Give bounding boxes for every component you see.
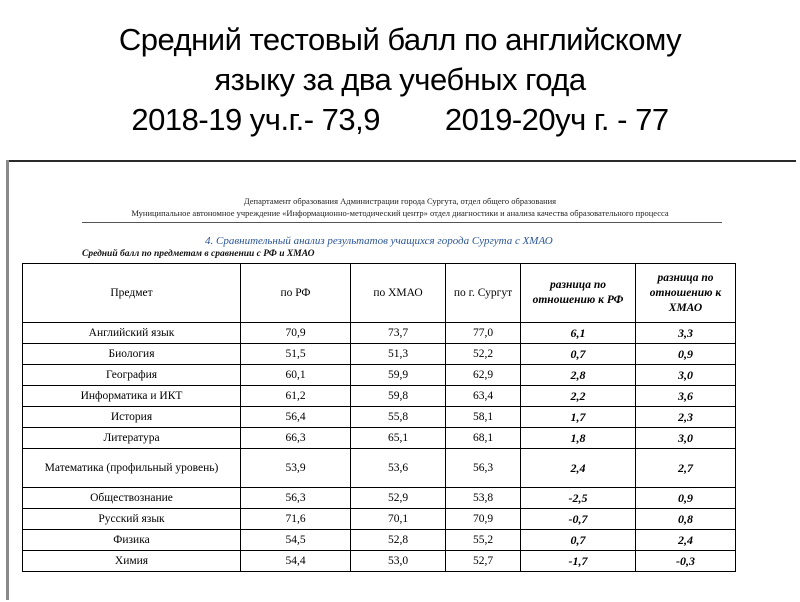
cell-diff-khmao: 2,7 — [636, 449, 736, 488]
cell-russia: 54,5 — [241, 530, 351, 551]
cell-diff-russia: 2,8 — [521, 365, 636, 386]
table-row — [23, 530, 736, 551]
cell-subject: Литература — [23, 428, 241, 449]
document-header-line-1: Департамент образования Администрации города Сургута, отдел общего образования — [243, 196, 557, 206]
cell-russia: 53,9 — [241, 449, 351, 488]
slide-title-line-3: 2018-19 уч.г.- 73,9 2019-20уч г. - 77 — [131, 102, 669, 137]
cell-surgut: 55,2 — [446, 530, 521, 551]
cell-subject: История — [23, 407, 241, 428]
table-row — [23, 428, 736, 449]
cell-russia: 61,2 — [241, 386, 351, 407]
cell-diff-khmao: 0,9 — [636, 344, 736, 365]
cell-surgut: 53,8 — [446, 488, 521, 509]
header-diff-russia: разница по отношению к РФ — [521, 264, 636, 323]
cell-diff-khmao: 3,0 — [636, 428, 736, 449]
header-russia: по РФ — [241, 264, 351, 323]
table-row — [23, 488, 736, 509]
table-header-row — [23, 264, 736, 323]
cell-surgut: 63,4 — [446, 386, 521, 407]
cell-subject: Английский язык — [23, 323, 241, 344]
slide-title-line-2: языку за два учебных года — [214, 62, 586, 97]
cell-khmao: 51,3 — [351, 344, 446, 365]
cell-subject: Математика (профильный уровень) — [23, 449, 241, 488]
cell-diff-russia: 0,7 — [521, 344, 636, 365]
cell-russia: 56,4 — [241, 407, 351, 428]
cell-diff-russia: 0,7 — [521, 530, 636, 551]
cell-subject: Биология — [23, 344, 241, 365]
cell-khmao: 53,0 — [351, 551, 446, 572]
cell-russia: 66,3 — [241, 428, 351, 449]
scan-left-edge — [6, 160, 9, 600]
cell-khmao: 52,8 — [351, 530, 446, 551]
header-surgut: по г. Сургут — [446, 264, 521, 323]
cell-russia: 60,1 — [241, 365, 351, 386]
cell-khmao: 73,7 — [351, 323, 446, 344]
cell-diff-russia: 1,8 — [521, 428, 636, 449]
table-subtitle: Средний балл по предметам в сравнении с РФ и ХМАО — [82, 249, 315, 259]
cell-russia: 71,6 — [241, 509, 351, 530]
slide-title-line-1: Средний тестовый балл по английскому — [118, 22, 682, 57]
cell-diff-khmao: 0,8 — [636, 509, 736, 530]
cell-surgut: 58,1 — [446, 407, 521, 428]
table-row — [23, 365, 736, 386]
cell-surgut: 56,3 — [446, 449, 521, 488]
cell-diff-khmao: 2,4 — [636, 530, 736, 551]
cell-subject: География — [23, 365, 241, 386]
scores-table — [22, 263, 736, 572]
cell-diff-khmao: 3,3 — [636, 323, 736, 344]
table-row — [23, 386, 736, 407]
cell-diff-russia: -2,5 — [521, 488, 636, 509]
cell-diff-russia: -1,7 — [521, 551, 636, 572]
cell-khmao: 59,8 — [351, 386, 446, 407]
cell-surgut: 52,2 — [446, 344, 521, 365]
table-row — [23, 551, 736, 572]
cell-diff-russia: 2,2 — [521, 386, 636, 407]
cell-surgut: 68,1 — [446, 428, 521, 449]
cell-khmao: 52,9 — [351, 488, 446, 509]
cell-subject: Химия — [23, 551, 241, 572]
cell-diff-khmao: 3,6 — [636, 386, 736, 407]
document-header-line-2: Муниципальное автономное учреждение «Информационно-методический центр» отдел диагностики и анализа качества образовательного процесса — [131, 208, 669, 218]
cell-surgut: 52,7 — [446, 551, 521, 572]
cell-khmao: 59,9 — [351, 365, 446, 386]
cell-khmao: 65,1 — [351, 428, 446, 449]
cell-russia: 54,4 — [241, 551, 351, 572]
table-row — [23, 509, 736, 530]
cell-diff-khmao: -0,3 — [636, 551, 736, 572]
header-subject: Предмет — [23, 264, 241, 323]
table-row — [23, 449, 736, 488]
slide-title — [0, 20, 800, 140]
cell-khmao: 53,6 — [351, 449, 446, 488]
cell-diff-khmao: 2,3 — [636, 407, 736, 428]
cell-khmao: 70,1 — [351, 509, 446, 530]
table-row — [23, 407, 736, 428]
cell-surgut: 70,9 — [446, 509, 521, 530]
cell-diff-russia: 6,1 — [521, 323, 636, 344]
cell-surgut: 77,0 — [446, 323, 521, 344]
cell-russia: 51,5 — [241, 344, 351, 365]
cell-surgut: 62,9 — [446, 365, 521, 386]
cell-russia: 70,9 — [241, 323, 351, 344]
table-row — [23, 344, 736, 365]
cell-subject: Обществознание — [23, 488, 241, 509]
header-divider — [82, 222, 722, 223]
cell-diff-russia: -0,7 — [521, 509, 636, 530]
section-title: 4. Сравнительный анализ результатов учащихся города Сургута с ХМАО — [205, 235, 553, 247]
cell-diff-khmao: 3,0 — [636, 365, 736, 386]
table-row — [23, 323, 736, 344]
header-khmao: по ХМАО — [351, 264, 446, 323]
cell-diff-khmao: 0,9 — [636, 488, 736, 509]
cell-diff-russia: 2,4 — [521, 449, 636, 488]
cell-subject: Русский язык — [23, 509, 241, 530]
cell-subject: Информатика и ИКТ — [23, 386, 241, 407]
cell-subject: Физика — [23, 530, 241, 551]
cell-khmao: 55,8 — [351, 407, 446, 428]
header-diff-khmao: разница по отношению к ХМАО — [636, 264, 736, 323]
cell-diff-russia: 1,7 — [521, 407, 636, 428]
cell-russia: 56,3 — [241, 488, 351, 509]
